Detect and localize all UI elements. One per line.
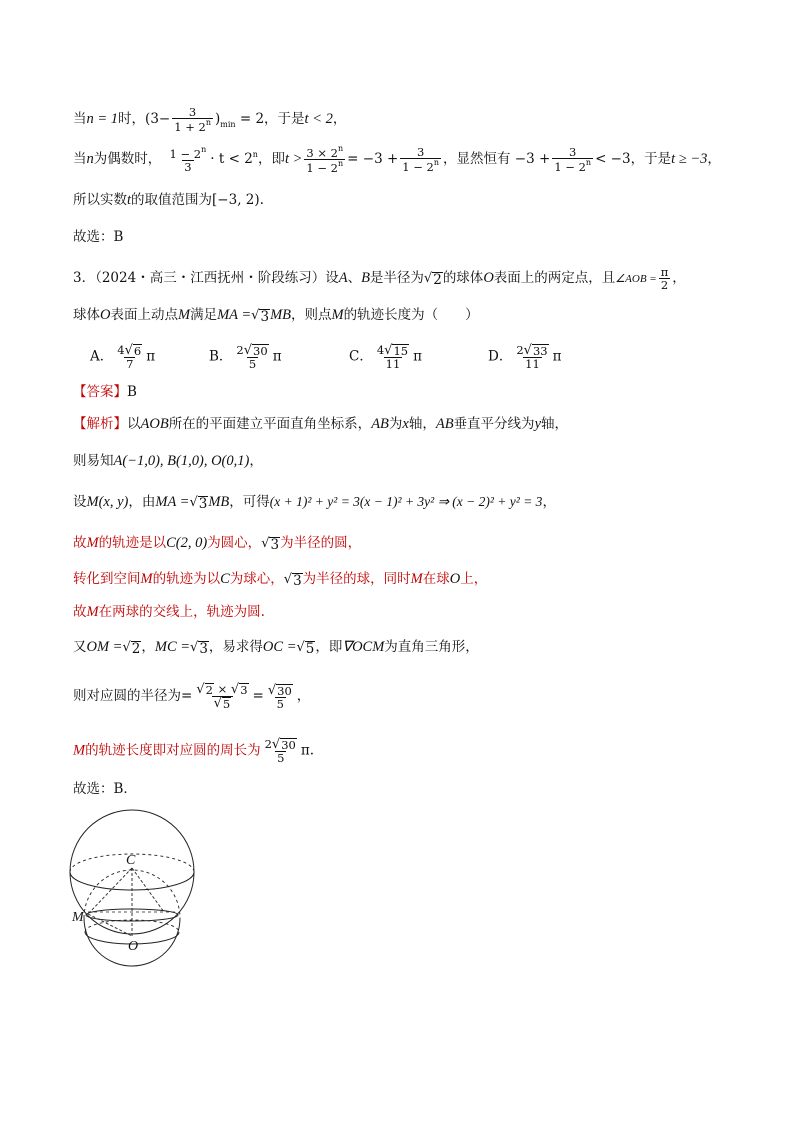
label-m: M — [72, 910, 84, 925]
fraction: $\frac{3 \times 2^n}{1 - 2^n}$ — [306, 144, 344, 176]
prev-line-3: 所以实数t的取值范围为[−3, 2). — [73, 192, 264, 208]
analysis-line-3: 设M(x, y)，由MA = √ 3 MB，可得(x + 1)² + y² = 3(x − 1)² + 3y² ⇒ (x − 2)² + y² = 3， — [73, 494, 556, 512]
fraction: $\frac{3}{1 + 2^n}$ — [174, 105, 211, 135]
analysis-line-9: M的轨迹长度即对应圆的周长为 2 √ 30 5 π. — [73, 737, 315, 766]
label-o: O — [128, 939, 139, 954]
fraction: 4 √ 15 11 — [376, 343, 409, 372]
sqrt: √ 5 — [296, 640, 315, 657]
fraction: $\frac{\pi}{2}$ — [660, 265, 669, 293]
option-c[interactable]: C． 4 √ 15 11 π — [349, 343, 422, 372]
sqrt: √ 3 — [261, 536, 280, 553]
answer-line — [73, 386, 137, 400]
two-spheres-figure — [68, 808, 208, 983]
analysis-line-1: 【解析】以AOB所在的平面建立平面直角坐标系，AB为x轴，AB垂直平分线为y轴， — [73, 416, 568, 432]
fraction: $\frac{3}{1 - 2^n}$ — [402, 145, 440, 175]
analysis-line-4: 故M的轨迹是以C(2, 0)为圆心， √ 3 为半径的圆， — [73, 535, 362, 553]
analysis-line-2: 则易知A(−1,0), B(1,0), O(0,1)， — [73, 453, 263, 469]
question-line-1: 3．（2024・高三・江西抚州・阶段练习）设A、B是半径为 √ 2 的球体O表面上的两定点，且∠AOB = $\frac{\pi}{2}$ ， — [73, 265, 686, 293]
analysis-line-8: 则对应圆的半径为= √ 2 × √ 3 √ 5 = √ 30 5 ， — [73, 682, 311, 712]
analysis-line-6: 故M在两球的交线上，轨迹为圆. — [73, 604, 265, 620]
sqrt: √ 2 — [423, 271, 442, 289]
sqrt: √ 3 — [190, 640, 208, 657]
sqrt: √ 3 — [251, 308, 270, 325]
prev-line-1: 当n = 1时，(3− $\frac{3}{1 + 2^n}$ )$_{min} = 2$，于是t < 2， — [73, 105, 347, 135]
fraction: 2 √ 33 11 — [516, 343, 548, 372]
sqrt: √ 2 — [122, 640, 141, 657]
fraction: 2 √ 30 5 — [264, 737, 296, 766]
analysis-line-5: 转化到空间M的轨迹为以C为球心， √ 3 为半径的球，同时M在球O上， — [73, 571, 488, 589]
analysis-tag: 【解析】 — [73, 416, 127, 432]
prev-answer: 故选：B — [73, 229, 124, 245]
option-b[interactable]: B． 2 √ 30 5 π — [209, 343, 282, 372]
answer-tag: 【答案】 — [73, 384, 127, 400]
segment-cm — [88, 868, 132, 914]
option-a[interactable]: A． 4 √ 6 7 π — [90, 343, 156, 372]
fraction: 4 √ 6 7 — [117, 343, 142, 372]
label-c: C — [126, 853, 136, 868]
fraction: $\frac{1 - 2^n}{3}$ — [169, 145, 207, 175]
analysis-line-7: 又OM = √ 2 ，MC = √ 3 ，易求得OC = √ 5 ，即∇OCM为直角三角形， — [73, 639, 479, 657]
option-d[interactable]: D． 2 √ 33 11 π — [488, 343, 562, 372]
prev-line-2: 当n为偶数时， $\frac{1 - 2^n}{3}$ · $t < 2^n$，即t > $\frac{3 \times 2^n}{1 - 2^n}$ = −3 + $\frac{3}{1 - 2^n}$ ，显然恒有 −3 + $\frac{3}{1 - 2^n}$ < −3，于是t ≥ −3， — [73, 144, 721, 176]
final-answer: 故选：B． — [73, 781, 137, 797]
fraction: 2 √ 30 5 — [236, 343, 268, 372]
fraction: √ 30 5 — [267, 682, 292, 711]
sqrt: √ 3 — [283, 572, 302, 589]
fraction: $\frac{3}{1 - 2^n}$ — [554, 145, 592, 175]
answer-value: B — [127, 384, 137, 400]
sqrt: √ 3 — [189, 495, 208, 512]
fraction: √ 2 × √ 3 √ 5 — [196, 682, 248, 712]
question-line-2: 球体O表面上动点M满足MA = √ 3 MB，则点M的轨迹长度为（ ） — [73, 307, 479, 325]
